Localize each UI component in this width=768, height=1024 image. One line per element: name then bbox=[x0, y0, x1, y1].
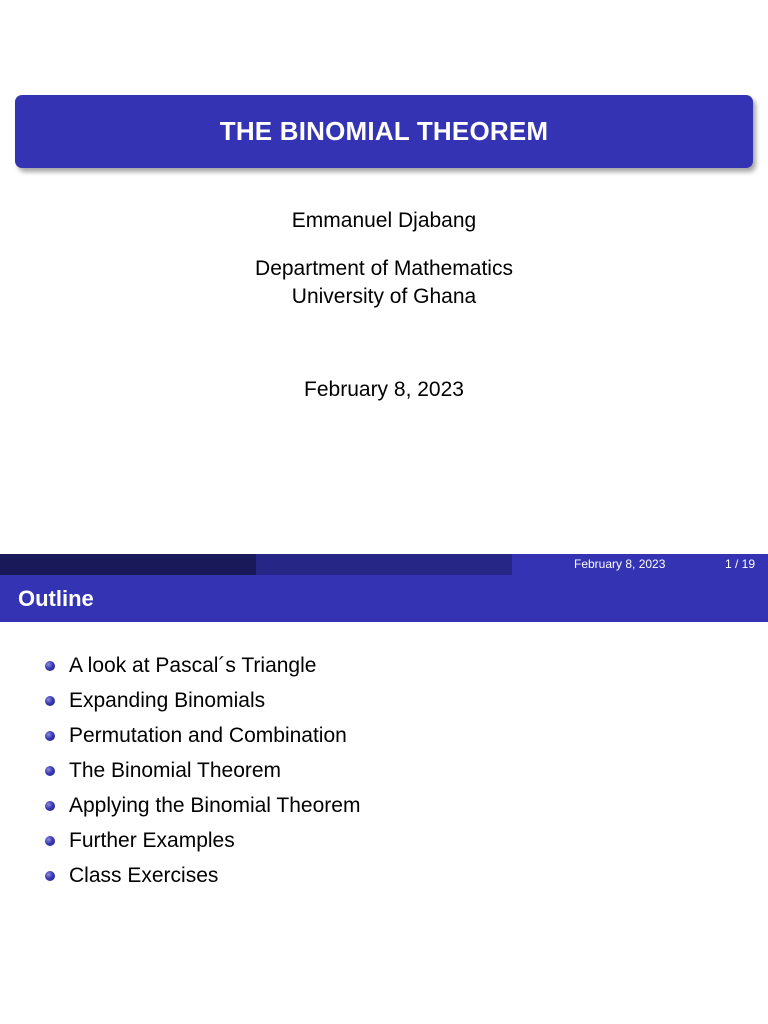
footline bbox=[0, 554, 768, 575]
footline-date-segment bbox=[512, 554, 768, 575]
list-item bbox=[0, 788, 360, 823]
list-item bbox=[0, 858, 360, 893]
outline-list bbox=[0, 648, 360, 893]
list-item bbox=[0, 823, 360, 858]
list-item-text: Further Examples bbox=[69, 829, 235, 852]
list-item bbox=[0, 648, 360, 683]
footline-title-segment bbox=[256, 554, 512, 575]
bullet-icon bbox=[45, 836, 55, 846]
author-name: Emmanuel Djabang bbox=[291, 209, 477, 232]
bullet-icon bbox=[45, 801, 55, 811]
list-item-text: Permutation and Combination bbox=[69, 724, 347, 747]
list-item-text: A look at Pascal´s Triangle bbox=[69, 654, 317, 677]
page-number: 1 / 19 bbox=[724, 557, 755, 571]
bullet-icon bbox=[45, 696, 55, 706]
institute-department: Department of Mathematics bbox=[255, 257, 513, 280]
list-item-text: Class Exercises bbox=[69, 864, 219, 887]
bullet-icon bbox=[45, 661, 55, 671]
bullet-icon bbox=[45, 731, 55, 741]
list-item bbox=[0, 753, 360, 788]
list-item bbox=[0, 683, 360, 718]
footline-date: February 8, 2023 bbox=[574, 557, 666, 571]
frame-title-bar bbox=[0, 575, 768, 622]
bullet-icon bbox=[45, 871, 55, 881]
frame-title: Outline bbox=[18, 586, 94, 611]
bullet-icon bbox=[45, 766, 55, 776]
list-item-text: Expanding Binomials bbox=[69, 689, 266, 712]
list-item bbox=[0, 718, 360, 753]
title-box bbox=[15, 95, 753, 168]
list-item-text: Applying the Binomial Theorem bbox=[69, 794, 361, 817]
presentation-title: THE BINOMIAL THEOREM bbox=[219, 116, 549, 146]
footline-author-segment bbox=[0, 554, 256, 575]
list-item-text: The Binomial Theorem bbox=[69, 759, 282, 782]
presentation-date: February 8, 2023 bbox=[304, 378, 464, 401]
institute-university: University of Ghana bbox=[291, 285, 477, 308]
